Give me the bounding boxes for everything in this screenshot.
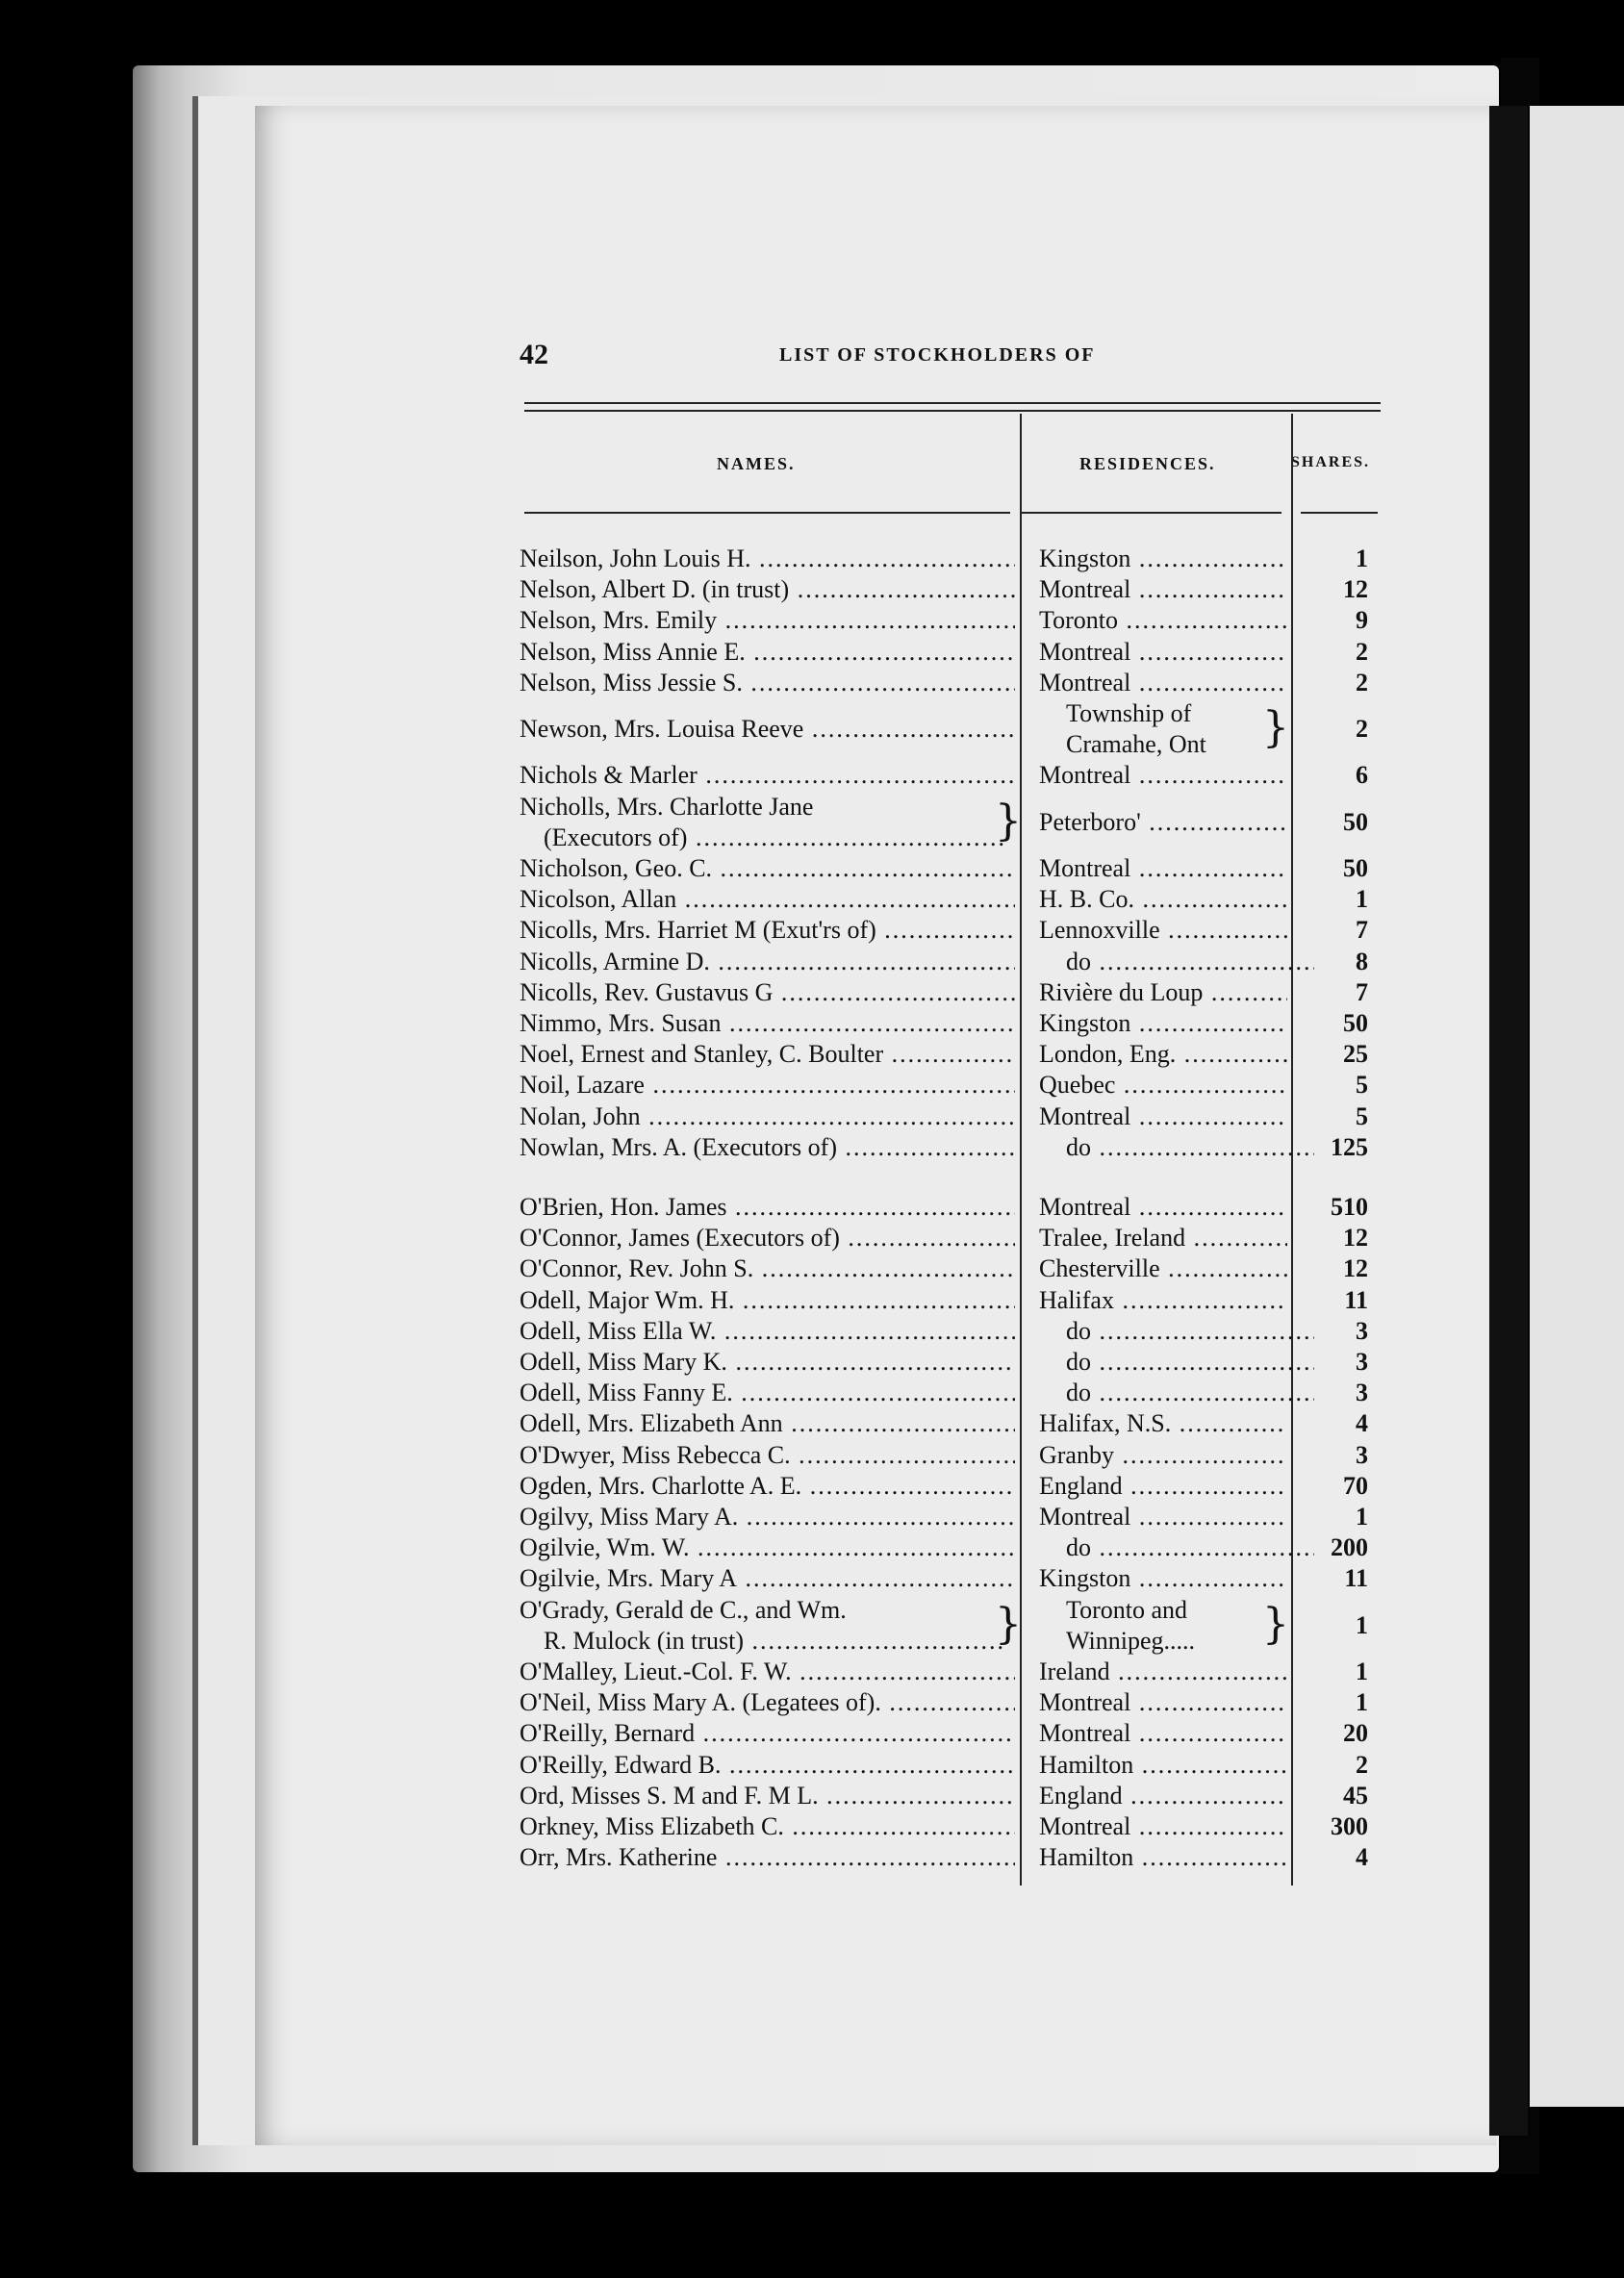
residence: Quebec ..... <box>1039 1071 1287 1100</box>
share-count: 4 <box>1356 1409 1368 1438</box>
residence: Hamilton ..... <box>1039 1843 1287 1872</box>
table-row <box>0 948 1624 978</box>
stockholder-name: Noil, Lazare ..... <box>520 1071 1015 1100</box>
share-count: 3 <box>1356 1440 1368 1469</box>
stockholder-name: Nelson, Miss Annie E. ..... <box>520 638 1015 667</box>
table-row <box>0 1751 1624 1782</box>
residence: Montreal ..... <box>1039 638 1287 667</box>
share-count: 5 <box>1356 1071 1368 1100</box>
share-count: 1 <box>1356 1658 1368 1685</box>
residence: Peterboro' ..... <box>1039 808 1287 837</box>
column-header-names: NAMES. <box>717 454 796 473</box>
table-row <box>0 1409 1624 1440</box>
stockholder-name: Nolan, John ..... <box>520 1102 1015 1131</box>
residence: do ..... <box>1039 948 1314 976</box>
table-row <box>0 1782 1624 1812</box>
stockholder-name: Nimmo, Mrs. Susan ..... <box>520 1009 1015 1038</box>
share-count: 2 <box>1356 637 1368 666</box>
share-count: 2 <box>1356 715 1368 743</box>
table-row <box>0 606 1624 637</box>
share-count: 4 <box>1356 1843 1368 1872</box>
share-count: 11 <box>1344 1564 1368 1593</box>
table-row <box>0 1286 1624 1317</box>
table-row <box>0 978 1624 1009</box>
table-row <box>0 916 1624 947</box>
residence: Township of <box>1066 699 1192 727</box>
table-row <box>0 854 1624 885</box>
table-row <box>0 1503 1624 1533</box>
residence: Montreal ..... <box>1039 1102 1287 1131</box>
stockholder-name: O'Reilly, Edward B. ..... <box>520 1751 1015 1780</box>
table-row <box>0 1719 1624 1750</box>
stockholder-name-continued: R. Mulock (in trust) ..... <box>544 1627 1005 1656</box>
table-row <box>0 885 1624 916</box>
stockholder-name: Ogden, Mrs. Charlotte A. E. ..... <box>520 1472 1015 1501</box>
share-count: 12 <box>1343 1224 1368 1253</box>
name-brace: } <box>995 1599 1022 1649</box>
residence: Chesterville ..... <box>1039 1254 1287 1283</box>
share-count: 11 <box>1344 1285 1368 1314</box>
share-count: 2 <box>1356 668 1368 696</box>
residence: Montreal ..... <box>1039 1193 1287 1222</box>
stockholder-name: Nowlan, Mrs. A. (Executors of) ..... <box>520 1133 1015 1162</box>
table-row <box>0 1472 1624 1503</box>
share-count: 25 <box>1343 1040 1368 1069</box>
stockholder-name: Nicolls, Rev. Gustavus G ..... <box>520 978 1015 1007</box>
residence: Halifax ..... <box>1039 1286 1287 1315</box>
residence: Hamilton ..... <box>1039 1751 1287 1780</box>
share-count: 20 <box>1343 1719 1368 1748</box>
residence: England ..... <box>1039 1782 1287 1810</box>
table-row <box>0 1071 1624 1101</box>
share-count: 50 <box>1343 1009 1368 1037</box>
stockholder-name: Nelson, Mrs. Emily ..... <box>520 606 1015 635</box>
residence: London, Eng. ..... <box>1039 1040 1287 1069</box>
stockholder-name: Nelson, Miss Jessie S. ..... <box>520 669 1015 697</box>
header-double-rule <box>524 402 1381 412</box>
stockholder-name: O'Connor, Rev. John S. ..... <box>520 1254 1015 1283</box>
share-count: 3 <box>1356 1379 1368 1407</box>
share-count: 7 <box>1356 977 1368 1006</box>
share-count: 510 <box>1331 1193 1368 1221</box>
stockholder-name: Orkney, Miss Elizabeth C. ..... <box>520 1812 1015 1841</box>
stockholder-name: Ogilvy, Miss Mary A. ..... <box>520 1503 1015 1531</box>
stockholder-name: O'Malley, Lieut.-Col. F. W. ..... <box>520 1658 1015 1686</box>
residence: Montreal ..... <box>1039 854 1287 883</box>
stockholder-name: Nicholls, Mrs. Charlotte Jane <box>520 792 814 821</box>
share-count: 70 <box>1343 1471 1368 1500</box>
table-row <box>0 761 1624 792</box>
residence: Montreal ..... <box>1039 1688 1287 1717</box>
table-row <box>0 669 1624 699</box>
table-row <box>0 575 1624 606</box>
name-brace: } <box>995 796 1022 846</box>
stockholder-name: Neilson, John Louis H. ..... <box>520 544 1015 573</box>
table-row <box>0 1596 1624 1658</box>
table-row <box>0 1317 1624 1348</box>
stockholder-name: Ord, Misses S. M and F. M L. ..... <box>520 1782 1015 1810</box>
stockholder-name: O'Dwyer, Miss Rebecca C. ..... <box>520 1441 1015 1470</box>
page-number: 42 <box>520 339 548 370</box>
residence: Kingston ..... <box>1039 1564 1287 1593</box>
share-count: 50 <box>1343 854 1368 882</box>
share-count: 9 <box>1356 606 1368 635</box>
table-row <box>0 638 1624 669</box>
residence: Montreal ..... <box>1039 1719 1287 1748</box>
share-count: 200 <box>1331 1533 1368 1562</box>
share-count: 12 <box>1343 1254 1368 1283</box>
stockholder-name: Nelson, Albert D. (in trust) ..... <box>520 575 1015 604</box>
stockholder-name: Odell, Miss Fanny E. ..... <box>520 1379 1015 1407</box>
residence: Montreal ..... <box>1039 575 1287 604</box>
stockholder-name: Nicolson, Allan ..... <box>520 885 1015 914</box>
stockholder-name: O'Reilly, Bernard ..... <box>520 1719 1015 1748</box>
column-header-residences: RESIDENCES. <box>1079 454 1216 473</box>
residence: do ..... <box>1039 1133 1314 1162</box>
table-row <box>0 544 1624 575</box>
table-row <box>0 1441 1624 1472</box>
share-count: 1 <box>1356 1688 1368 1717</box>
share-count: 12 <box>1343 575 1368 604</box>
stockholder-name: Ogilvie, Wm. W. ..... <box>520 1533 1015 1562</box>
table-row <box>0 1224 1624 1254</box>
stockholder-name: Orr, Mrs. Katherine ..... <box>520 1843 1015 1872</box>
table-row <box>0 699 1624 761</box>
stockholder-name: Odell, Miss Mary K. ..... <box>520 1348 1015 1377</box>
share-count: 7 <box>1356 916 1368 945</box>
table-row <box>0 1688 1624 1719</box>
residence: Lennoxville ..... <box>1039 916 1287 945</box>
stockholder-name: O'Neil, Miss Mary A. (Legatees of). ..... <box>520 1688 1015 1717</box>
residence: Granby ..... <box>1039 1441 1287 1470</box>
share-count: 45 <box>1343 1781 1368 1810</box>
share-count: 1 <box>1356 1503 1368 1531</box>
residence: Montreal ..... <box>1039 669 1287 697</box>
residence: Kingston ..... <box>1039 544 1287 573</box>
table-row <box>0 1102 1624 1133</box>
share-count: 125 <box>1331 1132 1368 1161</box>
residence: Tralee, Ireland ..... <box>1039 1224 1287 1253</box>
table-row <box>0 1658 1624 1688</box>
stockholder-name: Ogilvie, Mrs. Mary A ..... <box>520 1564 1015 1593</box>
share-count: 3 <box>1356 1348 1368 1376</box>
residence: do ..... <box>1039 1348 1314 1377</box>
column-rule-shares <box>1301 512 1378 514</box>
stockholder-name: Odell, Miss Ella W. ..... <box>520 1317 1015 1346</box>
table-row <box>0 1843 1624 1874</box>
share-count: 50 <box>1343 807 1368 836</box>
table-row <box>0 1812 1624 1843</box>
stockholder-name: Nicolls, Armine D. ..... <box>520 948 1015 976</box>
stockholder-name: Nicholson, Geo. C. ..... <box>520 854 1015 883</box>
residence: do ..... <box>1039 1533 1314 1562</box>
residence-brace: } <box>1262 703 1289 752</box>
table-row <box>0 1379 1624 1409</box>
table-row <box>0 1009 1624 1040</box>
column-rule-names <box>524 512 1010 514</box>
residence-brace: } <box>1262 1599 1289 1649</box>
residence-continued: Winnipeg..... <box>1066 1626 1195 1655</box>
residence: Kingston ..... <box>1039 1009 1287 1038</box>
table-row <box>0 1533 1624 1564</box>
residence: England ..... <box>1039 1472 1287 1501</box>
stockholder-name: Nicolls, Mrs. Harriet M (Exut'rs of) ..... <box>520 916 1015 945</box>
table-row <box>0 1040 1624 1071</box>
table-row <box>0 1348 1624 1379</box>
running-title: LIST OF STOCKHOLDERS OF <box>779 344 1096 366</box>
share-count: 2 <box>1356 1750 1368 1779</box>
residence: Montreal ..... <box>1039 1812 1287 1841</box>
share-count: 1 <box>1356 885 1368 914</box>
residence: Montreal ..... <box>1039 761 1287 790</box>
residence: Toronto and <box>1066 1595 1187 1624</box>
share-count: 6 <box>1356 761 1368 790</box>
stockholder-name: O'Grady, Gerald de C., and Wm. <box>520 1595 847 1624</box>
residence: H. B. Co. ..... <box>1039 885 1287 914</box>
residence: Toronto ..... <box>1039 606 1287 635</box>
table-row <box>0 1254 1624 1285</box>
stockholder-name: Nichols & Marler ..... <box>520 761 1015 790</box>
share-count: 1 <box>1356 1610 1368 1639</box>
table-row <box>0 1193 1624 1224</box>
share-count: 3 <box>1356 1316 1368 1345</box>
stockholder-name: O'Brien, Hon. James ..... <box>520 1193 1015 1222</box>
residence: Montreal ..... <box>1039 1503 1287 1531</box>
stockholder-name: Odell, Major Wm. H. ..... <box>520 1286 1015 1315</box>
residence: Rivière du Loup ..... <box>1039 978 1287 1007</box>
table-row <box>0 793 1624 854</box>
stockholder-name: O'Connor, James (Executors of) ..... <box>520 1224 1015 1253</box>
stockholder-name: Noel, Ernest and Stanley, C. Boulter ..... <box>520 1040 1015 1069</box>
residence: Ireland ..... <box>1039 1658 1287 1686</box>
stockholder-name: Odell, Mrs. Elizabeth Ann ..... <box>520 1409 1015 1438</box>
residence: do ..... <box>1039 1379 1314 1407</box>
share-count: 8 <box>1356 947 1368 975</box>
residence: Halifax, N.S. ..... <box>1039 1409 1287 1438</box>
share-count: 300 <box>1331 1812 1368 1840</box>
table-row <box>0 1133 1624 1164</box>
stockholder-name: Newson, Mrs. Louisa Reeve ..... <box>520 715 1015 744</box>
share-count: 1 <box>1356 544 1368 572</box>
residence-continued: Cramahe, Ont <box>1066 730 1206 758</box>
column-rule-residences <box>1022 512 1281 514</box>
table-row <box>0 1564 1624 1595</box>
column-header-shares: SHARES. <box>1291 454 1371 470</box>
stockholder-name-continued: (Executors of) ..... <box>544 823 1005 852</box>
share-count: 5 <box>1356 1101 1368 1130</box>
page-header <box>520 339 1385 377</box>
residence: do ..... <box>1039 1317 1314 1346</box>
